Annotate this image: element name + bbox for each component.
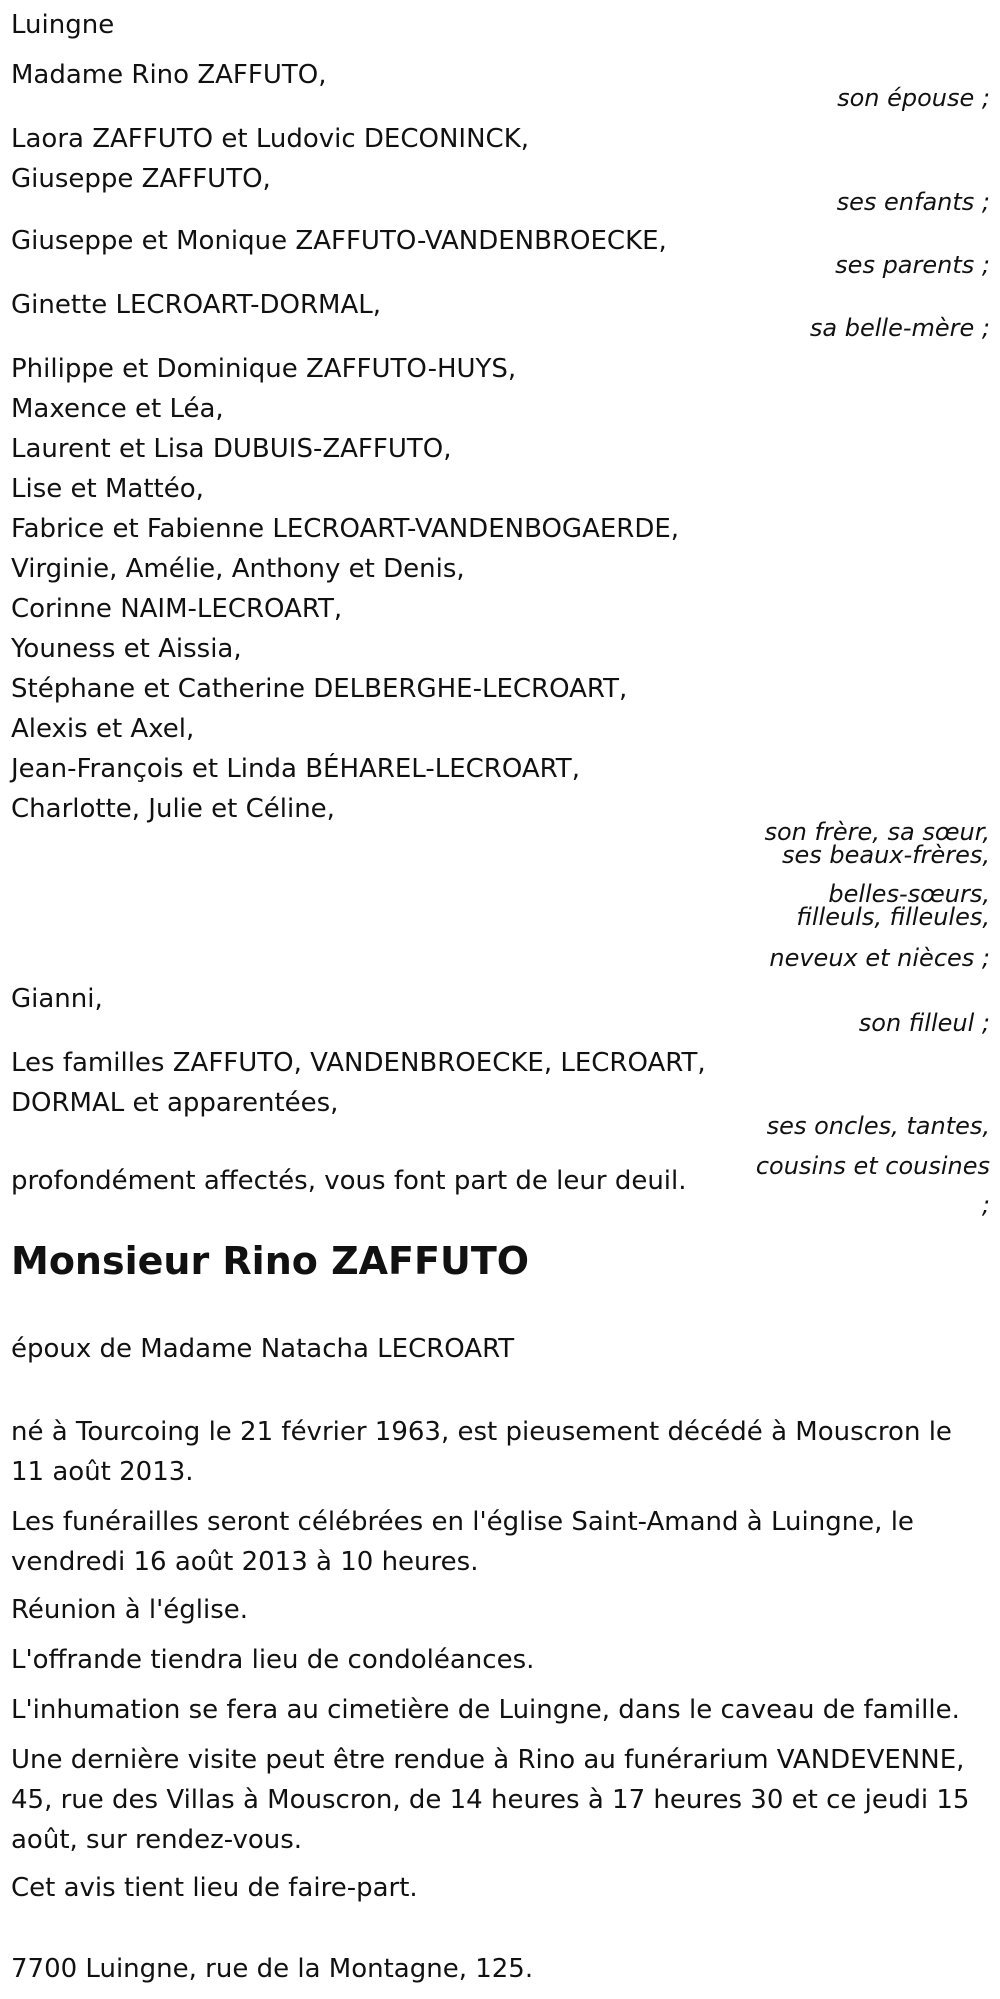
- spouse-relation: son épouse ;: [837, 84, 990, 112]
- families-name-1: Les familles ZAFFUTO, VANDENBROECKE, LECROART,: [11, 1048, 706, 1078]
- funeral-paragraph: Les funérailles seront célébrées en l'église Saint-Amand à Luingne, le vendredi 16 août 2013 à 10 heures.: [11, 1507, 914, 1577]
- notice-paragraph: Cet avis tient lieu de faire-part.: [11, 1873, 418, 1903]
- address-line: 7700 Luingne, rue de la Montagne, 125.: [11, 1954, 534, 1984]
- parents-relation: ses parents ;: [835, 251, 990, 279]
- families-relation-line-1: ses oncles, tantes,: [766, 1112, 990, 1140]
- sibling-name: Virginie, Amélie, Anthony et Denis,: [11, 554, 465, 584]
- sibling-name: Fabrice et Fabienne LECROART-VANDENBOGAERDE,: [11, 514, 680, 544]
- families-relation-line-2: cousins et cousines: [755, 1152, 990, 1180]
- visit-paragraph: Une dernière visite peut être rendue à Rino au funérarium VANDEVENNE, 45, rue des Villas à Mouscron, de 14 heures à 17 heures 30 et ce jeudi 15 août, sur rendez-vous.: [11, 1745, 970, 1855]
- sibling-name: Charlotte, Julie et Céline,: [11, 794, 335, 824]
- spouse-name: Madame Rino ZAFFUTO,: [11, 60, 327, 90]
- closing-sentence: profondément affectés, vous font part de leur deuil.: [11, 1166, 687, 1196]
- sibling-name: Jean-François et Linda BÉHAREL-LECROART,: [11, 754, 580, 784]
- siblings-relation-line-4: filleuls, filleules,: [796, 903, 990, 931]
- deceased-name: Monsieur Rino ZAFFUTO: [11, 1239, 530, 1283]
- sibling-name: Alexis et Axel,: [11, 714, 195, 744]
- meeting-paragraph: Réunion à l'église.: [11, 1595, 249, 1625]
- families-relation-line-3: ;: [981, 1191, 990, 1219]
- location-heading: Luingne: [11, 10, 115, 40]
- sibling-name: Laurent et Lisa DUBUIS-ZAFFUTO,: [11, 434, 452, 464]
- offering-paragraph: L'offrande tiendra lieu de condoléances.: [11, 1645, 535, 1675]
- siblings-relation-line-5: neveux et nièces ;: [769, 944, 990, 972]
- siblings-relation-line-3: belles-sœurs,: [828, 880, 990, 908]
- mother-in-law-relation: sa belle-mère ;: [809, 314, 990, 342]
- sibling-name: Maxence et Léa,: [11, 394, 224, 424]
- children-relation: ses enfants ;: [836, 188, 990, 216]
- child-name-1: Laora ZAFFUTO et Ludovic DECONINCK,: [11, 124, 530, 154]
- parents-name: Giuseppe et Monique ZAFFUTO-VANDENBROECKE,: [11, 226, 667, 256]
- burial-paragraph: L'inhumation se fera au cimetière de Luingne, dans le caveau de famille.: [11, 1695, 960, 1725]
- sibling-name: Stéphane et Catherine DELBERGHE-LECROART,: [11, 674, 628, 704]
- godson-relation: son filleul ;: [858, 1009, 990, 1037]
- sibling-name: Philippe et Dominique ZAFFUTO-HUYS,: [11, 354, 517, 384]
- siblings-relation-line-1: son frère, sa sœur,: [764, 818, 990, 846]
- families-name-2: DORMAL et apparentées,: [11, 1088, 339, 1118]
- mother-in-law-name: Ginette LECROART-DORMAL,: [11, 290, 381, 320]
- deceased-spouse-line: époux de Madame Natacha LECROART: [11, 1334, 515, 1364]
- birth-paragraph: né à Tourcoing le 21 février 1963, est pieusement décédé à Mouscron le 11 août 2013.: [11, 1417, 952, 1487]
- godson-name: Gianni,: [11, 984, 103, 1014]
- sibling-name: Youness et Aissia,: [11, 634, 242, 664]
- sibling-name: Corinne NAIM-LECROART,: [11, 594, 343, 624]
- sibling-name: Lise et Mattéo,: [11, 474, 204, 504]
- siblings-relation-line-2: ses beaux-frères,: [781, 841, 990, 869]
- child-name-2: Giuseppe ZAFFUTO,: [11, 164, 271, 194]
